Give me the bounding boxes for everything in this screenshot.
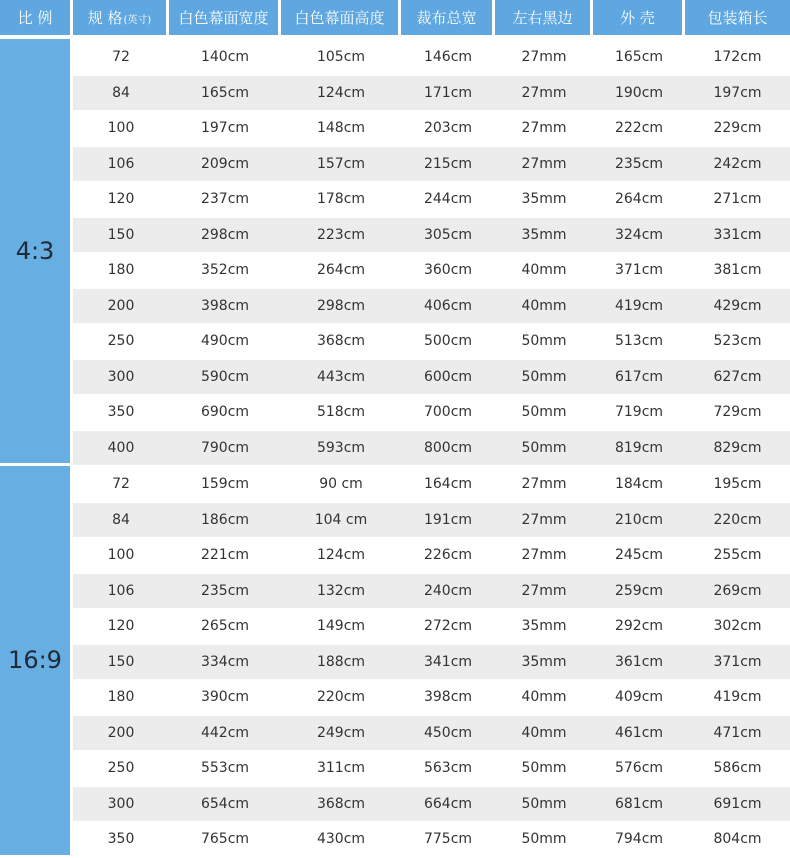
fabric-total-width-cell: 450cm <box>401 716 495 752</box>
white-height-cell: 104 cm <box>281 503 401 539</box>
size-cell: 150 <box>73 218 169 254</box>
table-row <box>0 111 790 147</box>
shell-cell: 361cm <box>593 645 685 681</box>
size-cell: 106 <box>73 147 169 183</box>
shell-cell: 794cm <box>593 822 685 858</box>
size-cell: 100 <box>73 111 169 147</box>
fabric-total-width-cell: 191cm <box>401 503 495 539</box>
side-black-border-cell: 27mm <box>495 111 593 147</box>
fabric-total-width-cell: 775cm <box>401 822 495 858</box>
shell-cell: 292cm <box>593 609 685 645</box>
white-height-cell: 148cm <box>281 111 401 147</box>
white-width-cell: 209cm <box>169 147 281 183</box>
white-height-cell: 188cm <box>281 645 401 681</box>
fabric-total-width-cell: 398cm <box>401 680 495 716</box>
table-row <box>0 609 790 645</box>
header-package-length: 包装箱长 <box>685 0 790 39</box>
shell-cell: 409cm <box>593 680 685 716</box>
header-row <box>0 0 790 39</box>
ratio-cell: 16:9 <box>0 466 73 858</box>
package-length-cell: 302cm <box>685 609 790 645</box>
fabric-total-width-cell: 164cm <box>401 466 495 503</box>
fabric-total-width-cell: 563cm <box>401 751 495 787</box>
table-body <box>0 39 790 858</box>
size-cell: 72 <box>73 39 169 76</box>
white-width-cell: 237cm <box>169 182 281 218</box>
size-cell: 72 <box>73 466 169 503</box>
table-row <box>0 289 790 325</box>
shell-cell: 617cm <box>593 360 685 396</box>
side-black-border-cell: 50mm <box>495 360 593 396</box>
side-black-border-cell: 50mm <box>495 324 593 360</box>
header-white-width: 白色幕面宽度 <box>169 0 281 39</box>
size-cell: 84 <box>73 76 169 112</box>
fabric-total-width-cell: 215cm <box>401 147 495 183</box>
white-height-cell: 298cm <box>281 289 401 325</box>
white-height-cell: 430cm <box>281 822 401 858</box>
size-cell: 84 <box>73 503 169 539</box>
size-cell: 180 <box>73 680 169 716</box>
size-cell: 350 <box>73 395 169 431</box>
white-width-cell: 334cm <box>169 645 281 681</box>
shell-cell: 324cm <box>593 218 685 254</box>
white-height-cell: 178cm <box>281 182 401 218</box>
shell-cell: 245cm <box>593 538 685 574</box>
side-black-border-cell: 40mm <box>495 289 593 325</box>
fabric-total-width-cell: 406cm <box>401 289 495 325</box>
white-height-cell: 518cm <box>281 395 401 431</box>
package-length-cell: 220cm <box>685 503 790 539</box>
white-width-cell: 221cm <box>169 538 281 574</box>
size-cell: 120 <box>73 182 169 218</box>
fabric-total-width-cell: 244cm <box>401 182 495 218</box>
table-row <box>0 574 790 610</box>
package-length-cell: 271cm <box>685 182 790 218</box>
shell-cell: 264cm <box>593 182 685 218</box>
side-black-border-cell: 35mm <box>495 645 593 681</box>
size-cell: 180 <box>73 253 169 289</box>
ratio-cell: 4:3 <box>0 39 73 466</box>
table-row <box>0 822 790 858</box>
size-cell: 200 <box>73 716 169 752</box>
table-row <box>0 182 790 218</box>
fabric-total-width-cell: 800cm <box>401 431 495 467</box>
header-white-height: 白色幕面高度 <box>281 0 401 39</box>
fabric-total-width-cell: 226cm <box>401 538 495 574</box>
table-row <box>0 645 790 681</box>
package-length-cell: 269cm <box>685 574 790 610</box>
white-width-cell: 197cm <box>169 111 281 147</box>
side-black-border-cell: 27mm <box>495 76 593 112</box>
package-length-cell: 471cm <box>685 716 790 752</box>
package-length-cell: 729cm <box>685 395 790 431</box>
table-row <box>0 680 790 716</box>
fabric-total-width-cell: 664cm <box>401 787 495 823</box>
header-size-unit: (英寸) <box>123 15 152 26</box>
white-width-cell: 186cm <box>169 503 281 539</box>
side-black-border-cell: 27mm <box>495 39 593 76</box>
header-side-black-border: 左右黑边 <box>495 0 593 39</box>
shell-cell: 419cm <box>593 289 685 325</box>
table-row <box>0 716 790 752</box>
white-width-cell: 235cm <box>169 574 281 610</box>
fabric-total-width-cell: 600cm <box>401 360 495 396</box>
size-cell: 150 <box>73 645 169 681</box>
white-height-cell: 368cm <box>281 787 401 823</box>
shell-cell: 371cm <box>593 253 685 289</box>
fabric-total-width-cell: 305cm <box>401 218 495 254</box>
shell-cell: 184cm <box>593 466 685 503</box>
side-black-border-cell: 35mm <box>495 218 593 254</box>
white-height-cell: 311cm <box>281 751 401 787</box>
table-row <box>0 253 790 289</box>
shell-cell: 259cm <box>593 574 685 610</box>
size-cell: 250 <box>73 751 169 787</box>
white-height-cell: 132cm <box>281 574 401 610</box>
package-length-cell: 691cm <box>685 787 790 823</box>
side-black-border-cell: 35mm <box>495 182 593 218</box>
size-cell: 106 <box>73 574 169 610</box>
table-row <box>0 360 790 396</box>
table-row <box>0 503 790 539</box>
shell-cell: 165cm <box>593 39 685 76</box>
package-length-cell: 195cm <box>685 466 790 503</box>
size-cell: 300 <box>73 787 169 823</box>
side-black-border-cell: 27mm <box>495 538 593 574</box>
side-black-border-cell: 50mm <box>495 751 593 787</box>
white-width-cell: 165cm <box>169 76 281 112</box>
side-black-border-cell: 27mm <box>495 147 593 183</box>
shell-cell: 235cm <box>593 147 685 183</box>
size-cell: 400 <box>73 431 169 467</box>
white-width-cell: 553cm <box>169 751 281 787</box>
table-row <box>0 76 790 112</box>
white-width-cell: 352cm <box>169 253 281 289</box>
size-cell: 350 <box>73 822 169 858</box>
size-cell: 300 <box>73 360 169 396</box>
side-black-border-cell: 40mm <box>495 253 593 289</box>
shell-cell: 513cm <box>593 324 685 360</box>
table-row <box>0 787 790 823</box>
side-black-border-cell: 40mm <box>495 680 593 716</box>
white-height-cell: 124cm <box>281 76 401 112</box>
white-width-cell: 298cm <box>169 218 281 254</box>
fabric-total-width-cell: 360cm <box>401 253 495 289</box>
table-row <box>0 39 790 76</box>
package-length-cell: 523cm <box>685 324 790 360</box>
table-row <box>0 751 790 787</box>
white-height-cell: 157cm <box>281 147 401 183</box>
white-height-cell: 220cm <box>281 680 401 716</box>
header-size-label: 规 格 <box>87 9 123 27</box>
side-black-border-cell: 40mm <box>495 716 593 752</box>
white-height-cell: 90 cm <box>281 466 401 503</box>
fabric-total-width-cell: 272cm <box>401 609 495 645</box>
package-length-cell: 381cm <box>685 253 790 289</box>
side-black-border-cell: 27mm <box>495 466 593 503</box>
shell-cell: 576cm <box>593 751 685 787</box>
white-width-cell: 690cm <box>169 395 281 431</box>
fabric-total-width-cell: 500cm <box>401 324 495 360</box>
size-cell: 200 <box>73 289 169 325</box>
white-height-cell: 223cm <box>281 218 401 254</box>
shell-cell: 190cm <box>593 76 685 112</box>
fabric-total-width-cell: 341cm <box>401 645 495 681</box>
white-width-cell: 590cm <box>169 360 281 396</box>
white-height-cell: 443cm <box>281 360 401 396</box>
white-width-cell: 790cm <box>169 431 281 467</box>
white-width-cell: 654cm <box>169 787 281 823</box>
shell-cell: 819cm <box>593 431 685 467</box>
table-row <box>0 147 790 183</box>
white-height-cell: 249cm <box>281 716 401 752</box>
package-length-cell: 829cm <box>685 431 790 467</box>
white-height-cell: 149cm <box>281 609 401 645</box>
header-size <box>73 0 169 39</box>
side-black-border-cell: 27mm <box>495 503 593 539</box>
size-cell: 120 <box>73 609 169 645</box>
package-length-cell: 331cm <box>685 218 790 254</box>
white-width-cell: 140cm <box>169 39 281 76</box>
table-row <box>0 395 790 431</box>
white-width-cell: 265cm <box>169 609 281 645</box>
table-row <box>0 324 790 360</box>
package-length-cell: 804cm <box>685 822 790 858</box>
table-row <box>0 431 790 467</box>
shell-cell: 210cm <box>593 503 685 539</box>
white-height-cell: 593cm <box>281 431 401 467</box>
side-black-border-cell: 27mm <box>495 574 593 610</box>
package-length-cell: 429cm <box>685 289 790 325</box>
side-black-border-cell: 50mm <box>495 395 593 431</box>
table-row <box>0 218 790 254</box>
package-length-cell: 586cm <box>685 751 790 787</box>
side-black-border-cell: 50mm <box>495 822 593 858</box>
white-width-cell: 442cm <box>169 716 281 752</box>
white-height-cell: 124cm <box>281 538 401 574</box>
white-height-cell: 368cm <box>281 324 401 360</box>
header-fabric-total-width: 裁布总宽 <box>401 0 495 39</box>
shell-cell: 222cm <box>593 111 685 147</box>
shell-cell: 461cm <box>593 716 685 752</box>
package-length-cell: 627cm <box>685 360 790 396</box>
side-black-border-cell: 50mm <box>495 787 593 823</box>
fabric-total-width-cell: 146cm <box>401 39 495 76</box>
fabric-total-width-cell: 171cm <box>401 76 495 112</box>
fabric-total-width-cell: 700cm <box>401 395 495 431</box>
white-width-cell: 159cm <box>169 466 281 503</box>
package-length-cell: 419cm <box>685 680 790 716</box>
package-length-cell: 172cm <box>685 39 790 76</box>
white-height-cell: 264cm <box>281 253 401 289</box>
size-cell: 250 <box>73 324 169 360</box>
shell-cell: 719cm <box>593 395 685 431</box>
package-length-cell: 371cm <box>685 645 790 681</box>
side-black-border-cell: 50mm <box>495 431 593 467</box>
package-length-cell: 242cm <box>685 147 790 183</box>
white-width-cell: 490cm <box>169 324 281 360</box>
package-length-cell: 255cm <box>685 538 790 574</box>
fabric-total-width-cell: 203cm <box>401 111 495 147</box>
table-row <box>0 538 790 574</box>
shell-cell: 681cm <box>593 787 685 823</box>
side-black-border-cell: 35mm <box>495 609 593 645</box>
package-length-cell: 197cm <box>685 76 790 112</box>
white-width-cell: 390cm <box>169 680 281 716</box>
package-length-cell: 229cm <box>685 111 790 147</box>
white-width-cell: 398cm <box>169 289 281 325</box>
size-cell: 100 <box>73 538 169 574</box>
fabric-total-width-cell: 240cm <box>401 574 495 610</box>
header-shell: 外 壳 <box>593 0 685 39</box>
table-row <box>0 466 790 503</box>
white-height-cell: 105cm <box>281 39 401 76</box>
white-width-cell: 765cm <box>169 822 281 858</box>
header-ratio: 比 例 <box>0 0 73 39</box>
